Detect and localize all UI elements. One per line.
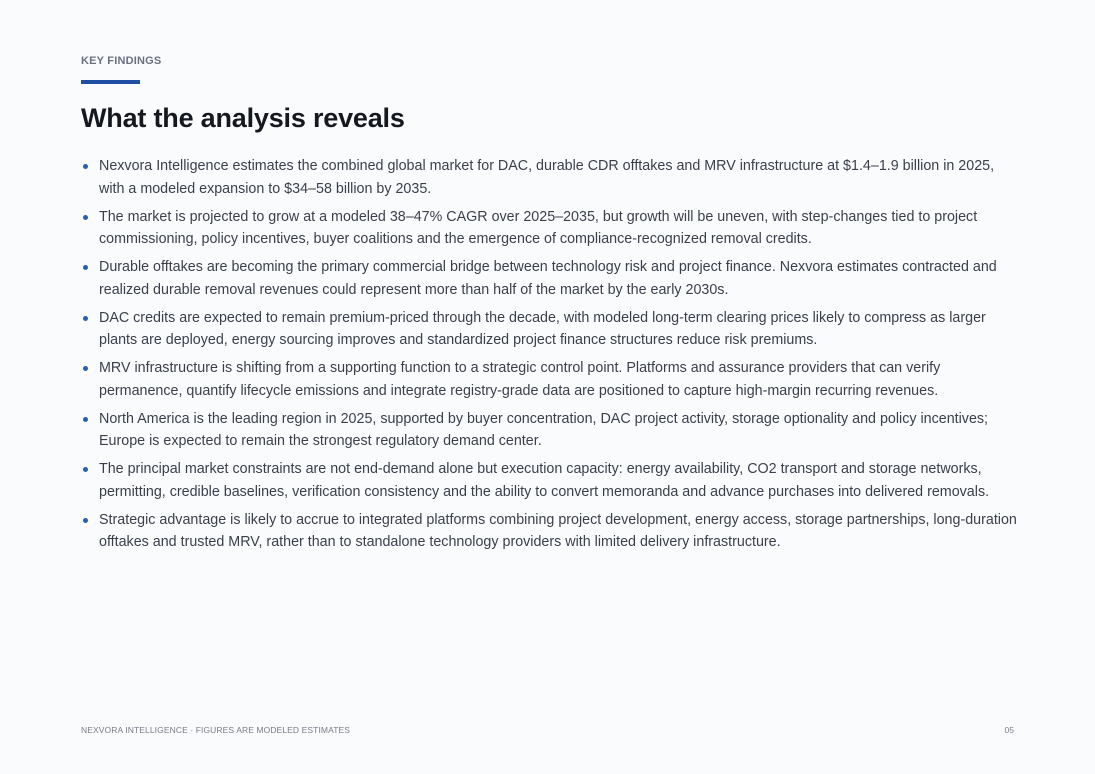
- bullet-dot-icon: [83, 417, 88, 422]
- bullet-dot-icon: [83, 467, 88, 472]
- finding-item: [81, 307, 1021, 352]
- finding-text: North America is the leading region in 2025, supported by buyer concentration, DAC project activity, storage optionality and policy incentives; Europe is expected to remain the strongest regulatory demand center.: [99, 410, 989, 449]
- page-number: 05: [1004, 725, 1014, 735]
- finding-text: Strategic advantage is likely to accrue to integrated platforms combining project development, energy access, storage partnerships, long-duration offtakes and trusted MRV, rather than to standalone technology providers with limited delivery infrastructure.: [99, 511, 1017, 550]
- finding-item: [81, 357, 1021, 402]
- page-title: What the analysis reveals: [81, 103, 405, 133]
- finding-text: Durable offtakes are becoming the primary commercial bridge between technology risk and project finance. Nexvora estimates contracted and realized durable removal revenues could represent more than half of the market by the early 2030s.: [99, 259, 997, 298]
- bullet-dot-icon: [83, 366, 88, 371]
- finding-text: MRV infrastructure is shifting from a supporting function to a strategic control point. Platforms and assurance providers that can verify permanence, quantify lifecycle emissions and integrate registry-grade data are positioned to capture high-margin recurring revenues.: [99, 360, 941, 399]
- bullet-dot-icon: [83, 164, 88, 169]
- finding-text: DAC credits are expected to remain premium-priced through the decade, with modeled long-term clearing prices likely to compress as larger plants are deployed, energy sourcing improves and standardized project finance structures reduce risk premiums.: [99, 309, 986, 348]
- finding-item: [81, 408, 1021, 453]
- footer-source-note: NEXVORA INTELLIGENCE · FIGURES ARE MODELED ESTIMATES: [81, 725, 351, 735]
- bullet-dot-icon: [83, 518, 88, 523]
- findings-list: [81, 155, 1021, 559]
- accent-bar: [81, 80, 140, 84]
- bullet-dot-icon: [83, 316, 88, 321]
- bullet-dot-icon: [83, 265, 88, 270]
- finding-text: The market is projected to grow at a modeled 38–47% CAGR over 2025–2035, but growth will be uneven, with step-changes tied to project commissioning, policy incentives, buyer coalitions and the emergence of compliance-recognized removal credits.: [99, 208, 978, 247]
- section-eyebrow: KEY FINDINGS: [81, 55, 162, 67]
- finding-item: [81, 509, 1021, 554]
- finding-text: The principal market constraints are not end-demand alone but execution capacity: energy availability, CO2 transport and storage networks, permitting, credible baselines, verification consistency and the ability to convert memoranda and advance purchases into delivered removals.: [99, 461, 990, 500]
- finding-item: [81, 256, 1021, 301]
- finding-item: [81, 458, 1021, 503]
- finding-item: [81, 206, 1021, 251]
- finding-item: [81, 155, 1021, 200]
- bullet-dot-icon: [83, 215, 88, 220]
- finding-text: Nexvora Intelligence estimates the combined global market for DAC, durable CDR offtakes and MRV infrastructure at $1.4–1.9 billion in 2025, with a modeled expansion to $34–58 billion by 2035.: [99, 158, 995, 197]
